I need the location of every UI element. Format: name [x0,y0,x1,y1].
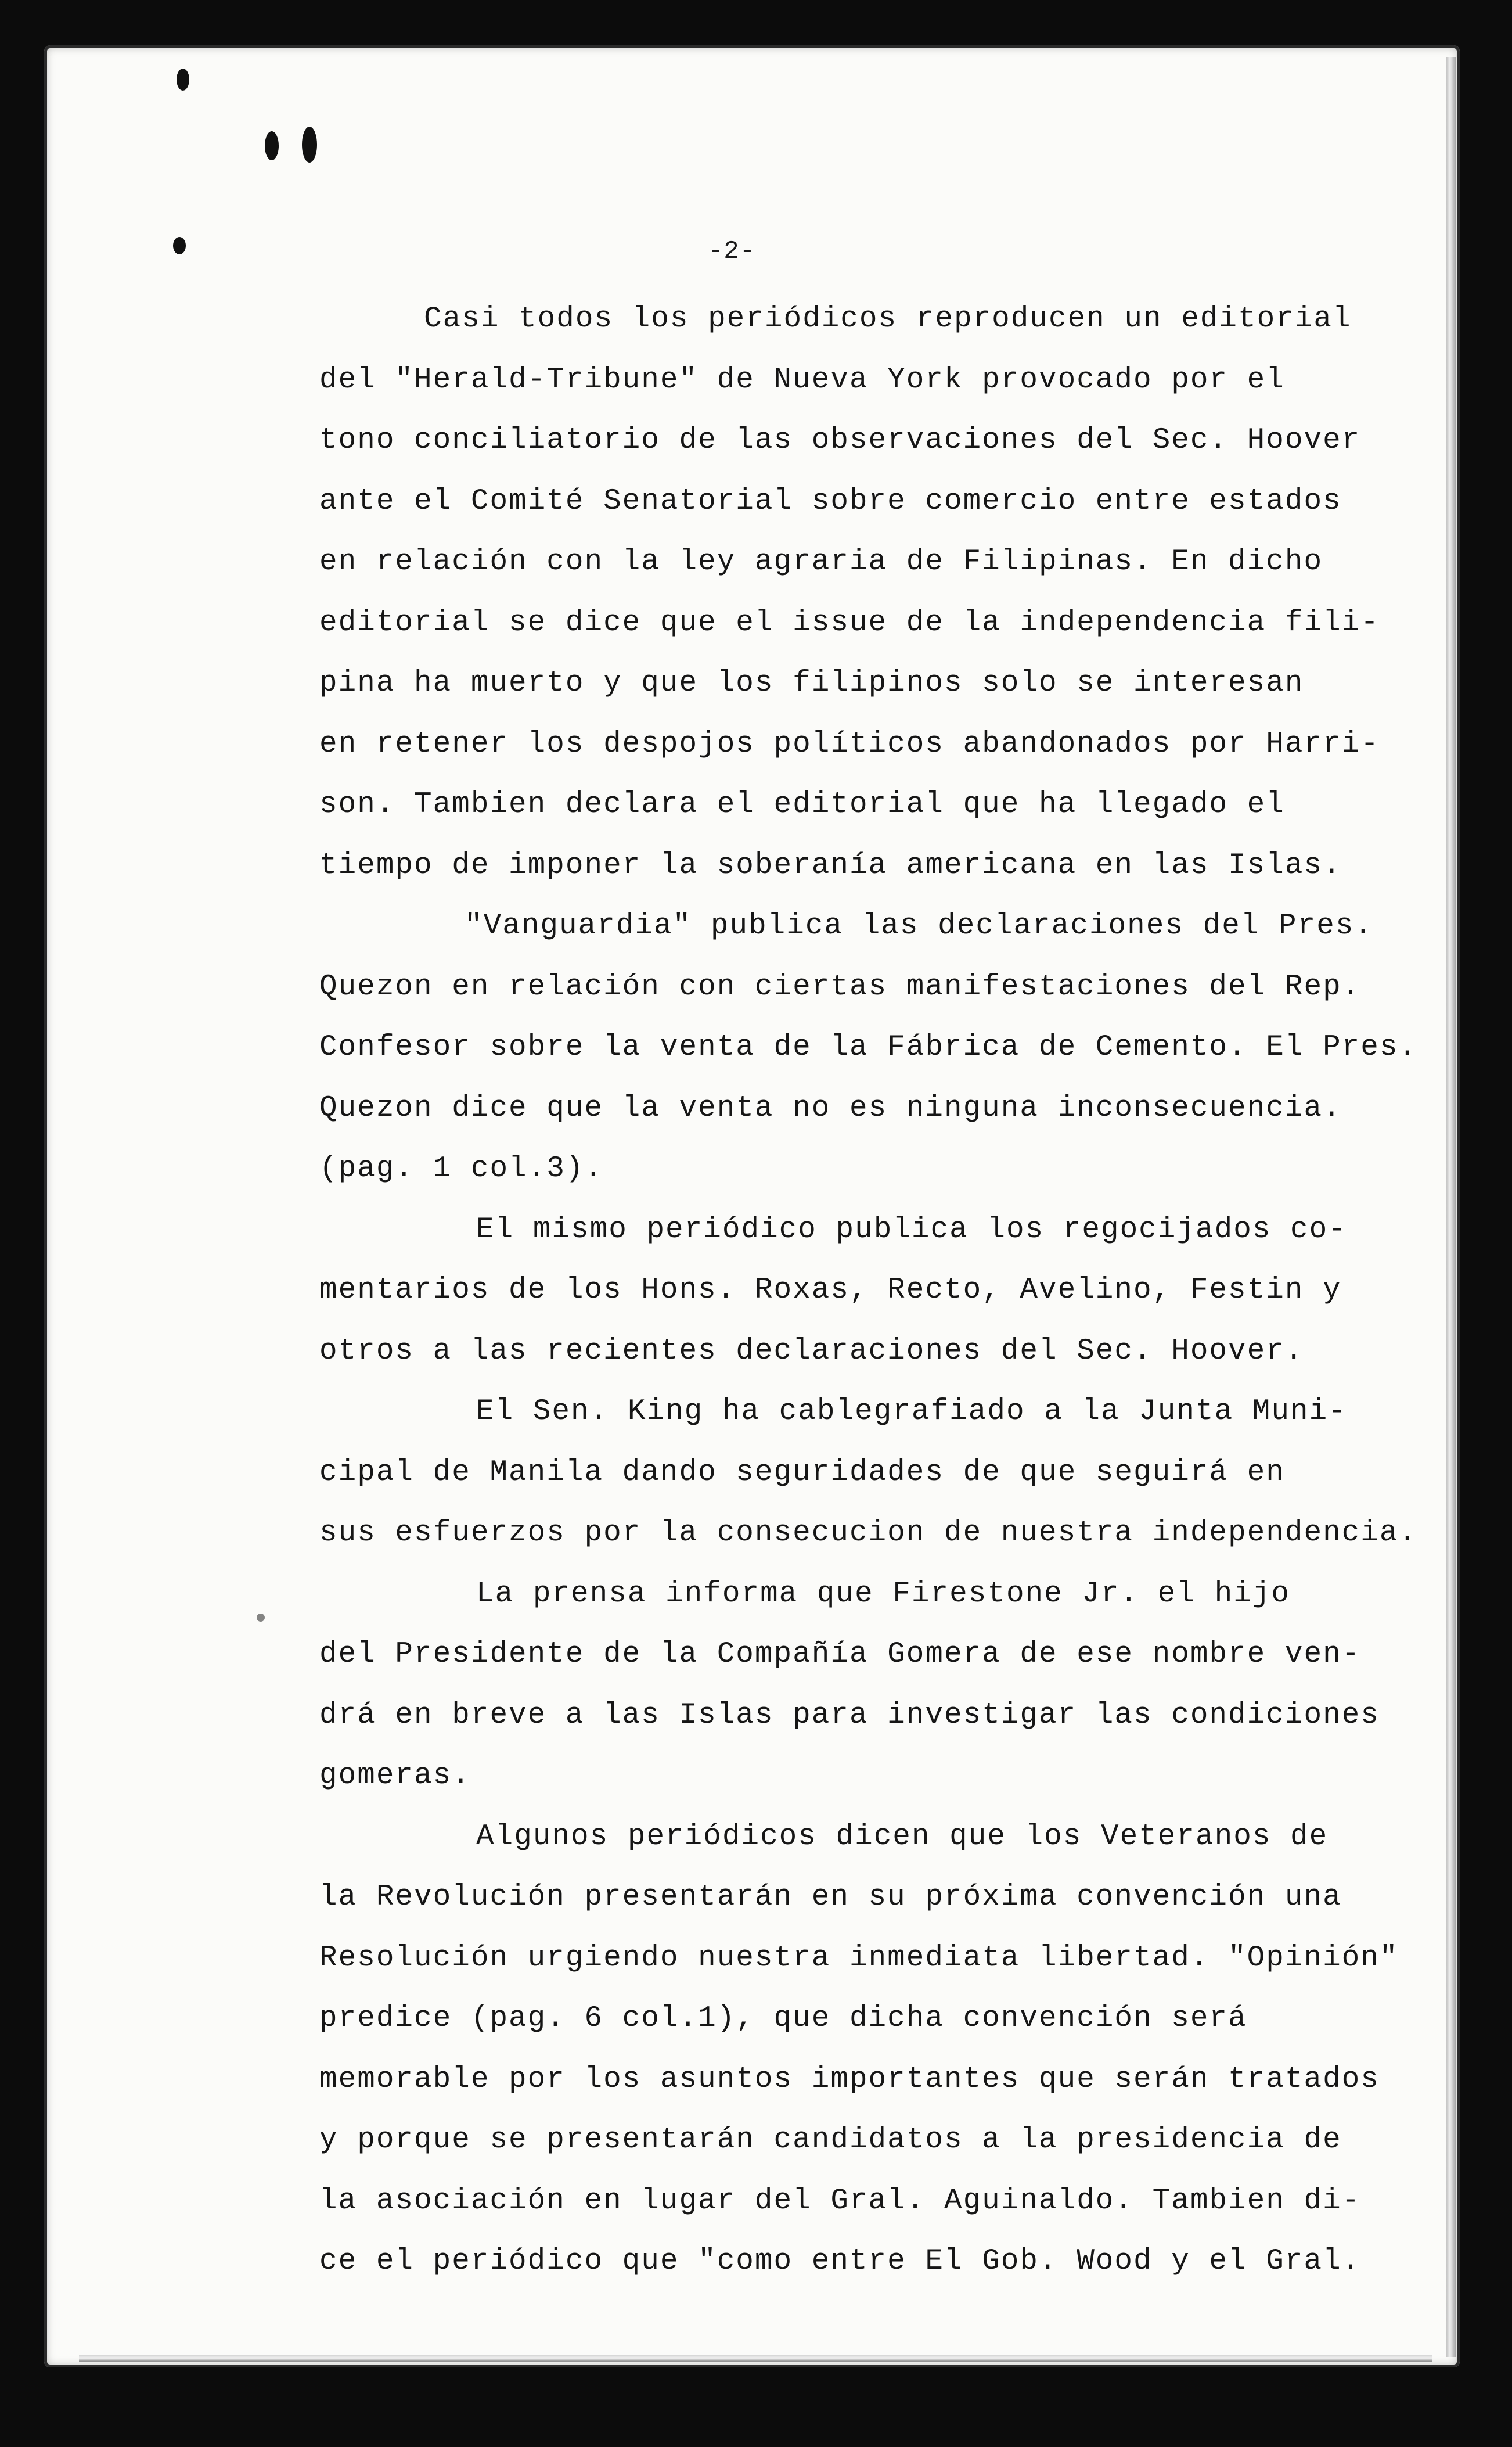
text-line: Casi todos los periódicos reproducen un editorial [424,303,1352,336]
typewritten-body [319,289,1418,2293]
text-line: la Revolución presentarán en su próxima convención una [319,1881,1342,1914]
text-line: (pag. 1 col.3). [319,1152,604,1185]
text-line: "Vanguardia" publica las declaraciones del Pres. [465,910,1374,943]
text-line: Algunos periódicos dicen que los Veteranos de [476,1820,1329,1853]
text-line: del Presidente de la Compañía Gomera de ese nombre ven- [319,1638,1361,1671]
text-line: Quezon en relación con ciertas manifestaciones del Rep. [319,970,1361,1004]
text-line: pina ha muerto y que los filipinos solo se interesan [319,667,1304,700]
punch-hole-mark [265,131,279,160]
text-line: El Sen. King ha cablegrafiado a la Junta Muni- [476,1395,1347,1428]
text-line: gomeras. [319,1759,471,1792]
text-line: La prensa informa que Firestone Jr. el hijo [476,1577,1291,1611]
text-line: y porque se presentarán candidatos a la presidencia de [319,2123,1342,2157]
text-line: del "Herald-Tribune" de Nueva York provocado por el [319,363,1285,397]
ink-speck [257,1614,265,1622]
text-line: El mismo periódico publica los regocijados co- [476,1213,1347,1246]
page-edge-bottom [79,2355,1432,2362]
text-line: drá en breve a las Islas para investigar las condiciones [319,1698,1380,1732]
text-line: la asociación en lugar del Gral. Aguinaldo. Tambien di- [319,2184,1361,2218]
text-line: Confesor sobre la venta de la Fábrica de Cemento. El Pres. [319,1031,1418,1064]
page-edge-right [1446,57,1456,2357]
text-line: en relación con la ley agraria de Filipinas. En dicho [319,545,1323,578]
text-line: mentarios de los Hons. Roxas, Recto, Avelino, Festin y [319,1274,1342,1307]
text-line: tono conciliatorio de las observaciones del Sec. Hoover [319,424,1361,457]
text-line: tiempo de imponer la soberanía americana en las Islas. [319,849,1342,882]
punch-hole-mark [173,237,186,254]
text-line: memorable por los asuntos importantes que serán tratados [319,2062,1380,2096]
page-number: -2- [707,237,756,266]
text-line: ante el Comité Senatorial sobre comercio entre estados [319,484,1342,518]
text-line: Quezon dice que la venta no es ninguna inconsecuencia. [319,1091,1342,1125]
text-line: son. Tambien declara el editorial que ha llegado el [319,788,1285,821]
text-line: otros a las recientes declaraciones del Sec. Hoover. [319,1334,1304,1368]
text-line: Resolución urgiendo nuestra inmediata libertad. "Opinión" [319,1941,1399,1975]
text-line: cipal de Manila dando seguridades de que seguirá en [319,1456,1285,1489]
punch-hole-mark [302,127,317,163]
text-line: ce el periódico que "como entre El Gob. Wood y el Gral. [319,2245,1361,2278]
text-line: en retener los despojos políticos abandonados por Harri- [319,727,1380,761]
text-line: editorial se dice que el issue de la independencia fili- [319,606,1380,639]
text-line: predice (pag. 6 col.1), que dicha convención será [319,2002,1247,2035]
punch-hole-mark [177,69,189,91]
text-line: sus esfuerzos por la consecucion de nuestra independencia. [319,1517,1418,1550]
